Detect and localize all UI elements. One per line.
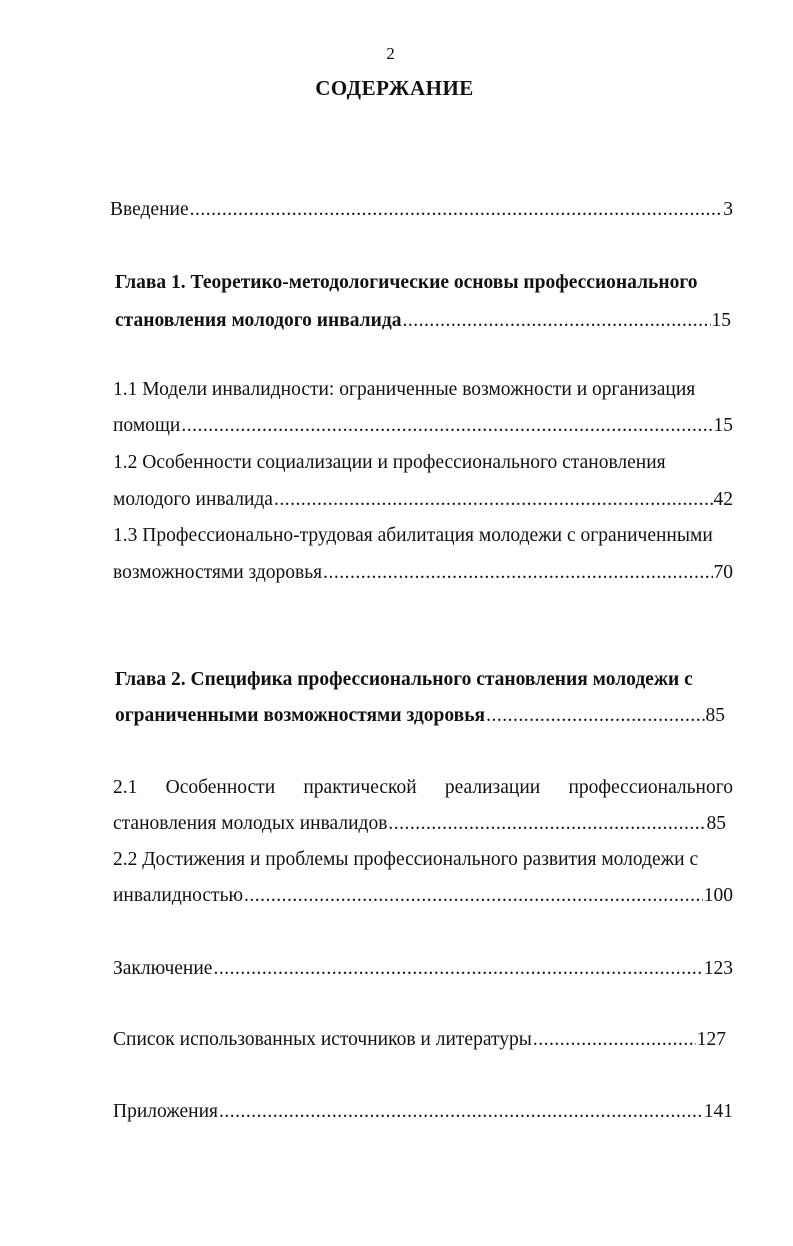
page-title: СОДЕРЖАНИЕ — [315, 76, 474, 100]
dot-leader — [213, 957, 702, 981]
toc-entry-chapter-1[interactable] — [115, 309, 731, 333]
toc-page-number: 127 — [696, 1029, 726, 1050]
toc-entry-section-2-1[interactable] — [113, 812, 726, 836]
toc-entry-label: Введение — [110, 199, 189, 220]
toc-entry-label: помощи — [113, 415, 181, 436]
toc-page-number: 85 — [705, 705, 725, 726]
dot-leader — [274, 488, 713, 512]
page-number: 2 — [386, 44, 395, 63]
toc-word: профессионального — [568, 777, 733, 798]
dot-leader — [190, 198, 723, 222]
toc-entry-label: Заключение — [113, 958, 213, 979]
toc-page-number: 15 — [713, 415, 733, 436]
toc-page-number: 123 — [703, 958, 733, 979]
toc-entry-conclusion[interactable] — [113, 957, 733, 981]
dot-leader — [323, 561, 712, 585]
toc-entry-chapter-2[interactable] — [115, 704, 725, 728]
toc-entry-label: инвалидностью — [113, 885, 244, 906]
toc-section-2-2-line1[interactable]: 2.2 Достижения и проблемы профессионального развития молодежи с — [113, 849, 699, 870]
toc-entry-label: Приложения — [113, 1101, 218, 1122]
toc-entry-section-1-1[interactable] — [113, 414, 733, 438]
toc-entry-label: ограниченными возможностями здоровья — [115, 705, 486, 726]
toc-page-number: 42 — [713, 489, 733, 510]
toc-entry-intro[interactable] — [110, 198, 733, 222]
toc-word: практической — [303, 777, 417, 798]
dot-leader — [244, 884, 703, 908]
dot-leader — [402, 309, 710, 333]
toc-word: реализации — [444, 777, 541, 798]
dot-leader — [219, 1100, 703, 1124]
toc-section-1-3-line1[interactable]: 1.3 Профессионально-трудовая абилитация молодежи с ограниченными — [113, 525, 713, 546]
toc-entry-appendix[interactable] — [113, 1100, 733, 1124]
toc-entry-references[interactable] — [113, 1028, 726, 1052]
toc-entry-section-2-2[interactable] — [113, 884, 733, 908]
toc-section-1-1-line1[interactable]: 1.1 Модели инвалидности: ограниченные возможности и организация — [113, 379, 696, 400]
toc-section-2-1-line1[interactable] — [113, 776, 733, 800]
toc-entry-label: становления молодого инвалида — [115, 310, 402, 331]
toc-page-number: 85 — [706, 813, 726, 834]
dot-leader — [533, 1028, 696, 1052]
toc-entry-label: возможностями здоровья — [113, 562, 323, 583]
toc-page-number: 15 — [711, 310, 731, 331]
toc-chapter-2-line1[interactable]: Глава 2. Специфика профессионального становления молодежи с — [115, 669, 693, 690]
toc-entry-label: Список использованных источников и литературы — [113, 1029, 532, 1050]
toc-page-number: 3 — [723, 199, 733, 220]
dot-leader — [388, 812, 705, 836]
toc-chapter-1-line1[interactable]: Глава 1. Теоретико-методологические основы профессионального — [115, 272, 698, 293]
toc-entry-label: становления молодых инвалидов — [113, 813, 388, 834]
toc-entry-section-1-3[interactable] — [113, 561, 733, 585]
dot-leader — [181, 414, 712, 438]
toc-section-1-2-line1[interactable]: 1.2 Особенности социализации и профессионального становления — [113, 452, 666, 473]
toc-page-number: 70 — [713, 562, 733, 583]
toc-word: 2.1 — [113, 777, 138, 798]
toc-page-number: 141 — [703, 1101, 733, 1122]
toc-word: Особенности — [165, 777, 276, 798]
toc-page-number: 100 — [703, 885, 733, 906]
toc-entry-section-1-2[interactable] — [113, 488, 733, 512]
toc-entry-label: молодого инвалида — [113, 489, 273, 510]
dot-leader — [486, 704, 704, 728]
